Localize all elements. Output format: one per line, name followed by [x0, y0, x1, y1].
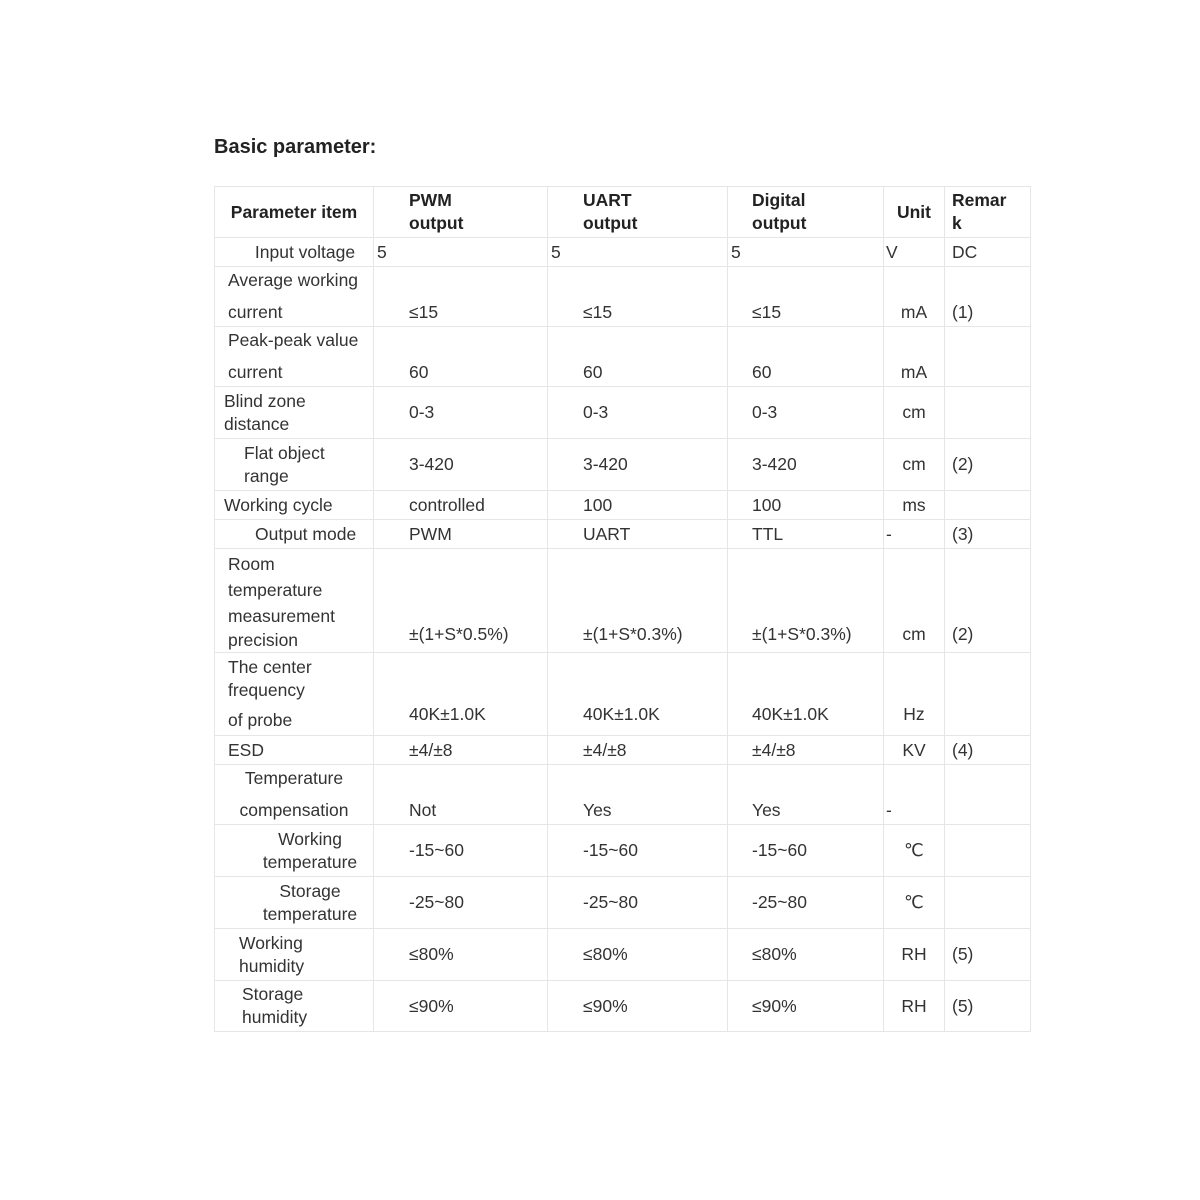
cell-remark	[945, 653, 1031, 736]
cell-unit: -	[884, 765, 945, 825]
cell-uart: -25~80	[548, 877, 728, 929]
cell-pwm: 40K±1.0K	[374, 653, 548, 736]
cell-unit: ms	[884, 491, 945, 520]
cell-digital: Yes	[728, 765, 884, 825]
cell-pwm: ≤90%	[374, 981, 548, 1032]
cell-uart: ≤15	[548, 267, 728, 327]
cell-remark: (2)	[945, 549, 1031, 653]
row-label-line: humidity	[239, 955, 305, 976]
row-label-line: temperature	[262, 851, 358, 872]
header-digital-output	[728, 187, 884, 238]
row-label	[215, 267, 374, 327]
cell-unit: cm	[884, 387, 945, 439]
row-label-line: current	[228, 362, 283, 382]
cell-unit: cm	[884, 549, 945, 653]
table-row	[215, 825, 1031, 877]
cell-remark: (3)	[945, 520, 1031, 549]
row-label	[215, 765, 374, 825]
table-row	[215, 387, 1031, 439]
cell-digital: 100	[728, 491, 884, 520]
cell-digital: ±(1+S*0.3%)	[728, 549, 884, 653]
table-row	[215, 327, 1031, 387]
row-label-line: of probe	[228, 710, 293, 730]
header-remark-line2: k	[952, 213, 962, 233]
cell-digital: 40K±1.0K	[728, 653, 884, 736]
header-unit: Unit	[884, 187, 945, 238]
row-label	[215, 825, 374, 877]
cell-uart: ≤90%	[548, 981, 728, 1032]
basic-parameter-table	[214, 186, 1031, 1032]
cell-uart: ±4/±8	[548, 736, 728, 765]
header-uart-line2: output	[583, 213, 638, 233]
cell-digital: 3-420	[728, 439, 884, 491]
row-label-line: Room	[228, 554, 275, 574]
cell-unit: ℃	[884, 877, 945, 929]
section-title: Basic parameter:	[214, 136, 377, 158]
cell-uart: 100	[548, 491, 728, 520]
cell-uart: 40K±1.0K	[548, 653, 728, 736]
header-remark	[945, 187, 1031, 238]
cell-unit: KV	[884, 736, 945, 765]
table-row	[215, 981, 1031, 1032]
table-row	[215, 520, 1031, 549]
cell-digital: ≤15	[728, 267, 884, 327]
header-pwm-line1: PWM	[409, 190, 452, 210]
table-row	[215, 653, 1031, 736]
row-label	[215, 981, 374, 1032]
cell-unit: mA	[884, 327, 945, 387]
cell-pwm: ≤15	[374, 267, 548, 327]
cell-digital: 5	[728, 238, 884, 267]
cell-digital: 60	[728, 327, 884, 387]
header-parameter-item: Parameter item	[215, 187, 374, 238]
header-uart-line1: UART	[583, 190, 632, 210]
row-label	[215, 549, 374, 653]
cell-remark	[945, 765, 1031, 825]
cell-unit: RH	[884, 981, 945, 1032]
cell-pwm: -15~60	[374, 825, 548, 877]
cell-remark: (5)	[945, 981, 1031, 1032]
header-pwm-output	[374, 187, 548, 238]
cell-pwm: 5	[374, 238, 548, 267]
cell-uart: 5	[548, 238, 728, 267]
cell-remark	[945, 387, 1031, 439]
table-row	[215, 877, 1031, 929]
table-row	[215, 439, 1031, 491]
cell-digital: TTL	[728, 520, 884, 549]
cell-unit: RH	[884, 929, 945, 981]
table-row	[215, 491, 1031, 520]
table-row	[215, 929, 1031, 981]
cell-unit: -	[884, 520, 945, 549]
row-label-line: range	[244, 465, 289, 486]
cell-remark: DC	[945, 238, 1031, 267]
row-label	[215, 439, 374, 491]
cell-pwm: controlled	[374, 491, 548, 520]
table-row	[215, 765, 1031, 825]
row-label-line: Storage	[279, 880, 341, 901]
cell-uart: -15~60	[548, 825, 728, 877]
header-pwm-line2: output	[409, 213, 464, 233]
cell-unit: Hz	[884, 653, 945, 736]
row-label	[215, 387, 374, 439]
cell-uart: ±(1+S*0.3%)	[548, 549, 728, 653]
cell-digital: ±4/±8	[728, 736, 884, 765]
row-label-line: Flat object	[244, 442, 325, 463]
row-label	[215, 653, 374, 736]
header-digital-line1: Digital	[752, 190, 806, 210]
header-digital-line2: output	[752, 213, 807, 233]
row-label-line: temperature	[262, 903, 358, 924]
row-label: Output mode	[215, 520, 374, 549]
cell-uart: 60	[548, 327, 728, 387]
row-label-line: Storage	[242, 984, 304, 1004]
cell-uart: Yes	[548, 765, 728, 825]
row-label-line: Blind zone	[224, 390, 306, 411]
row-label-line: Working	[278, 828, 342, 849]
cell-pwm: 3-420	[374, 439, 548, 491]
cell-digital: ≤80%	[728, 929, 884, 981]
cell-pwm: 60	[374, 327, 548, 387]
cell-digital: 0-3	[728, 387, 884, 439]
cell-pwm: PWM	[374, 520, 548, 549]
cell-pwm: ±4/±8	[374, 736, 548, 765]
cell-unit: ℃	[884, 825, 945, 877]
row-label-line: Working	[239, 932, 303, 953]
cell-pwm: ≤80%	[374, 929, 548, 981]
row-label-line: Temperature	[244, 768, 344, 788]
table-header-row	[215, 187, 1031, 238]
cell-pwm: -25~80	[374, 877, 548, 929]
cell-remark: (1)	[945, 267, 1031, 327]
cell-unit: mA	[884, 267, 945, 327]
row-label-line: frequency	[228, 680, 305, 700]
cell-uart: 0-3	[548, 387, 728, 439]
cell-remark: (5)	[945, 929, 1031, 981]
cell-pwm: 0-3	[374, 387, 548, 439]
table-row	[215, 736, 1031, 765]
table-row	[215, 238, 1031, 267]
row-label-line: Peak-peak value	[228, 330, 359, 350]
cell-unit: V	[884, 238, 945, 267]
cell-remark	[945, 327, 1031, 387]
header-uart-output	[548, 187, 728, 238]
row-label-line: temperature	[228, 580, 323, 600]
row-label-line: humidity	[242, 1007, 308, 1027]
cell-pwm: ±(1+S*0.5%)	[374, 549, 548, 653]
cell-remark: (4)	[945, 736, 1031, 765]
row-label	[215, 929, 374, 981]
row-label-line: compensation	[239, 800, 349, 820]
row-label-line: measurement	[228, 606, 335, 626]
cell-uart: ≤80%	[548, 929, 728, 981]
cell-pwm: Not	[374, 765, 548, 825]
cell-uart: UART	[548, 520, 728, 549]
row-label-line: precision	[228, 630, 299, 650]
header-remark-line1: Remar	[952, 190, 1007, 210]
row-label: Input voltage	[215, 238, 374, 267]
row-label: Working cycle	[215, 491, 374, 520]
cell-remark	[945, 877, 1031, 929]
row-label	[215, 327, 374, 387]
row-label-line: current	[228, 302, 283, 322]
row-label	[215, 877, 374, 929]
cell-digital: -15~60	[728, 825, 884, 877]
cell-remark: (2)	[945, 439, 1031, 491]
row-label: ESD	[215, 736, 374, 765]
row-label-line: The center	[228, 657, 312, 677]
cell-remark	[945, 825, 1031, 877]
row-label-line: distance	[224, 413, 290, 434]
cell-digital: ≤90%	[728, 981, 884, 1032]
cell-unit: cm	[884, 439, 945, 491]
cell-digital: -25~80	[728, 877, 884, 929]
cell-uart: 3-420	[548, 439, 728, 491]
row-label-line: Average working	[228, 270, 359, 290]
cell-remark	[945, 491, 1031, 520]
table-row	[215, 267, 1031, 327]
table-row	[215, 549, 1031, 653]
